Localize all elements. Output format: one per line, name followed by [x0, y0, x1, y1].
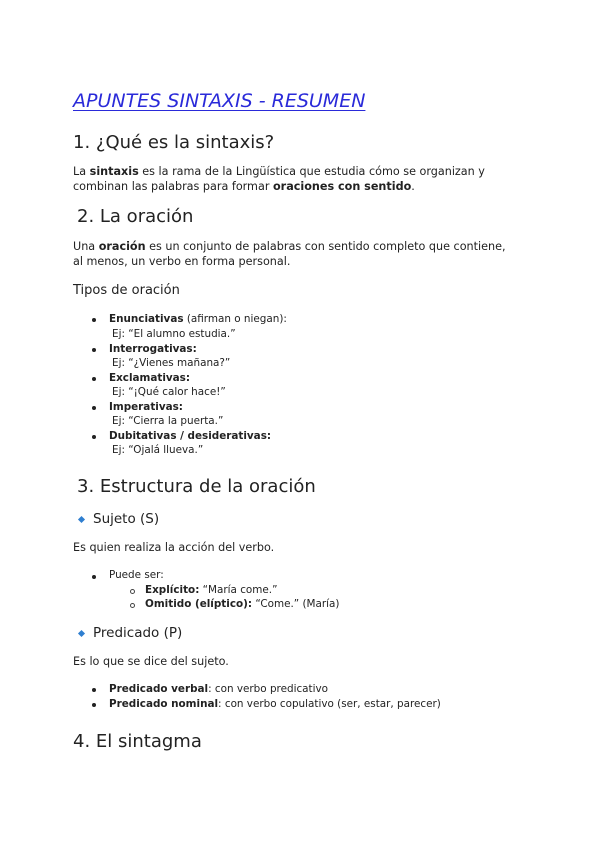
section-3-heading: 3. Estructura de la oración [77, 476, 316, 497]
list-item [109, 400, 183, 415]
type-example: Ej: “¡Qué calor hace!” [112, 386, 226, 398]
list-bullet [92, 348, 96, 352]
diamond-bullet-icon [78, 630, 85, 637]
list-item [109, 342, 197, 357]
diamond-bullet-icon [78, 516, 85, 523]
sub-item-desc: “Come.” (María) [252, 598, 340, 610]
sub-item-name: Omitido (elíptico): [145, 598, 253, 610]
predicate-item-name: Predicado nominal [109, 698, 219, 710]
text: combinan las palabras para formar [73, 180, 273, 193]
type-example: Ej: “El alumno estudia.” [112, 328, 236, 340]
predicate-item-desc: : con verbo copulativo (ser, estar, parecer) [218, 698, 441, 710]
text: . [411, 180, 415, 193]
circle-bullet-icon [130, 603, 135, 608]
type-name: Interrogativas: [109, 343, 197, 355]
term-sintaxis: sintaxis [89, 165, 139, 178]
term-oraciones: oraciones con sentido [272, 180, 412, 193]
section-1-paragraph-line-1 [73, 164, 485, 180]
sub-item-name: Explícito: [145, 584, 200, 596]
text: La [73, 165, 90, 178]
section-2-paragraph-line-2: al menos, un verbo en forma personal. [73, 255, 291, 268]
predicate-heading: Predicado (P) [93, 625, 183, 641]
subject-heading: Sujeto (S) [93, 511, 160, 527]
circle-bullet-icon [130, 589, 135, 594]
list-bullet [92, 377, 96, 381]
type-name: Imperativas: [109, 401, 183, 413]
sub-item-desc: “María come.” [199, 584, 278, 596]
type-name: Exclamativas: [109, 372, 191, 384]
section-2-heading: 2. La oración [77, 206, 194, 227]
list-bullet [92, 406, 96, 410]
predicate-item [109, 697, 441, 712]
list-bullet [92, 703, 96, 707]
type-name: Enunciativas [109, 313, 184, 325]
list-item [109, 429, 271, 444]
section-1-heading: 1. ¿Qué es la sintaxis? [73, 132, 275, 153]
text: es la rama de la Lingüística que estudia cómo se organizan y [138, 165, 485, 178]
list-item [109, 371, 190, 386]
subject-bullet-text: Puede ser: [109, 569, 164, 581]
type-desc: (afirman o niegan): [183, 313, 287, 325]
term-oracion: oración [98, 240, 146, 253]
list-item [109, 312, 287, 327]
section-1-paragraph-line-2 [73, 179, 415, 195]
type-example: Ej: “Ojalá llueva.” [112, 444, 204, 456]
subject-sub-item [145, 583, 277, 598]
list-bullet [92, 575, 96, 579]
type-name: Dubitativas / desiderativas: [109, 430, 272, 442]
predicate-item-name: Predicado verbal [109, 683, 209, 695]
type-example: Ej: “¿Vienes mañana?” [112, 357, 231, 369]
section-4-heading: 4. El sintagma [73, 731, 202, 752]
list-bullet [92, 435, 96, 439]
document-title: APUNTES SINTAXIS - RESUMEN [73, 90, 366, 112]
predicate-item [109, 682, 328, 697]
predicate-item-desc: : con verbo predicativo [208, 683, 329, 695]
subject-sub-item [145, 597, 339, 612]
subject-description: Es quien realiza la acción del verbo. [73, 541, 275, 554]
text: es un conjunto de palabras con sentido completo que contiene, [145, 240, 506, 253]
predicate-description: Es lo que se dice del sujeto. [73, 655, 229, 668]
section-2-subheading: Tipos de oración [73, 283, 180, 298]
type-example: Ej: “Cierra la puerta.” [112, 415, 224, 427]
text: Una [73, 240, 99, 253]
list-bullet [92, 688, 96, 692]
list-bullet [92, 318, 96, 322]
section-2-paragraph-line-1 [73, 239, 506, 255]
